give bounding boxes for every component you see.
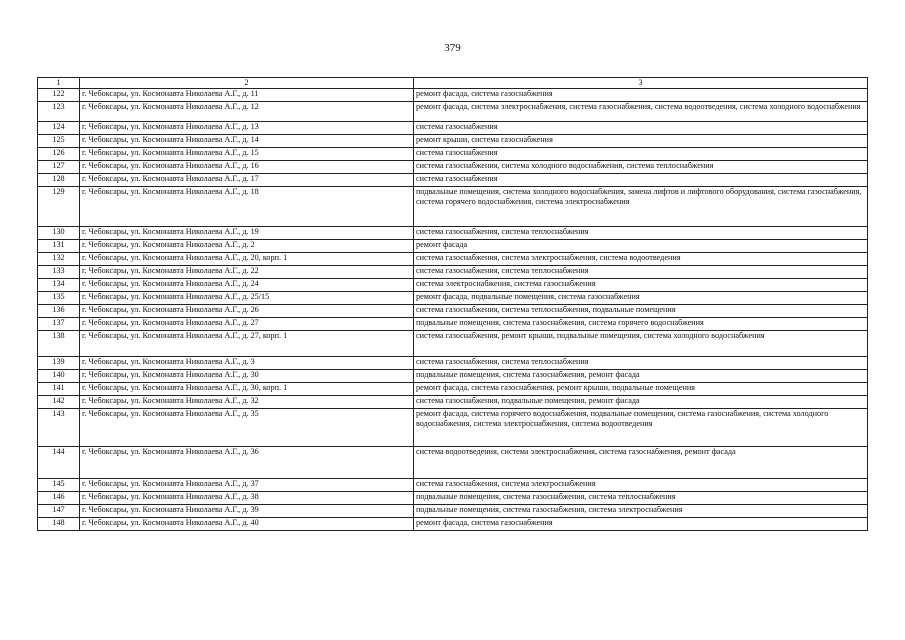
- row-works: система газоснабжения, система теплоснабжения: [414, 227, 868, 240]
- row-address: г. Чебоксары, ул. Космонавта Николаева А.Г., д. 32: [80, 396, 414, 409]
- works-table: [37, 77, 868, 531]
- row-address: г. Чебоксары, ул. Космонавта Николаева А.Г., д. 39: [80, 505, 414, 518]
- row-works: система электроснабжения, система газоснабжения: [414, 279, 868, 292]
- table-row: [38, 89, 868, 102]
- row-address: г. Чебоксары, ул. Космонавта Николаева А.Г., д. 14: [80, 135, 414, 148]
- table-row: [38, 253, 868, 266]
- row-works: подвальные помещения, система газоснабжения, система горячего водоснабжения: [414, 318, 868, 331]
- row-number: 136: [38, 305, 80, 318]
- row-works: ремонт фасада, система газоснабжения: [414, 518, 868, 531]
- row-number: 132: [38, 253, 80, 266]
- table-row: [38, 240, 868, 253]
- row-number: 126: [38, 148, 80, 161]
- table-row: [38, 266, 868, 279]
- row-works: система газоснабжения, система электроснабжения, система водоотведения: [414, 253, 868, 266]
- row-works: ремонт фасада, система горячего водоснабжения, подвальные помещения, система газоснабжения, система холодного водоснабжения, система электроснабжения, система водоотведения: [414, 409, 868, 447]
- row-address: г. Чебоксары, ул. Космонавта Николаева А.Г., д. 2: [80, 240, 414, 253]
- row-number: 133: [38, 266, 80, 279]
- row-works: ремонт крыши, система газоснабжения: [414, 135, 868, 148]
- row-works: система газоснабжения, ремонт крыши, подвальные помещения, система холодного водоснабжения: [414, 331, 868, 357]
- row-address: г. Чебоксары, ул. Космонавта Николаева А.Г., д. 25/15: [80, 292, 414, 305]
- row-works: подвальные помещения, система холодного водоснабжения, замена лифтов и лифтового оборудования, система газоснабжения, система горячего водоснабжения, система электроснабжения: [414, 187, 868, 227]
- table-row: [38, 148, 868, 161]
- row-works: система газоснабжения: [414, 122, 868, 135]
- row-works: ремонт фасада, система газоснабжения, ремонт крыши, подвальные помещения: [414, 383, 868, 396]
- row-address: г. Чебоксары, ул. Космонавта Николаева А.Г., д. 36: [80, 447, 414, 479]
- row-number: 139: [38, 357, 80, 370]
- row-number: 128: [38, 174, 80, 187]
- row-works: система газоснабжения, система теплоснабжения, подвальные помещения: [414, 305, 868, 318]
- row-address: г. Чебоксары, ул. Космонавта Николаева А.Г., д. 27, корп. 1: [80, 331, 414, 357]
- table-row: [38, 370, 868, 383]
- row-number: 122: [38, 89, 80, 102]
- table-row: [38, 396, 868, 409]
- row-number: 138: [38, 331, 80, 357]
- row-number: 130: [38, 227, 80, 240]
- row-address: г. Чебоксары, ул. Космонавта Николаева А.Г., д. 22: [80, 266, 414, 279]
- row-address: г. Чебоксары, ул. Космонавта Николаева А.Г., д. 18: [80, 187, 414, 227]
- row-number: 123: [38, 102, 80, 122]
- table-row: [38, 331, 868, 357]
- row-address: г. Чебоксары, ул. Космонавта Николаева А.Г., д. 13: [80, 122, 414, 135]
- row-works: ремонт фасада: [414, 240, 868, 253]
- row-number: 148: [38, 518, 80, 531]
- row-works: система газоснабжения, система теплоснабжения: [414, 266, 868, 279]
- row-number: 131: [38, 240, 80, 253]
- row-number: 141: [38, 383, 80, 396]
- row-address: г. Чебоксары, ул. Космонавта Николаева А.Г., д. 30, корп. 1: [80, 383, 414, 396]
- row-address: г. Чебоксары, ул. Космонавта Николаева А.Г., д. 38: [80, 492, 414, 505]
- column-header-address: 2: [80, 78, 414, 89]
- row-works: подвальные помещения, система газоснабжения, ремонт фасада: [414, 370, 868, 383]
- row-number: 125: [38, 135, 80, 148]
- table-row: [38, 135, 868, 148]
- table-row: [38, 161, 868, 174]
- row-address: г. Чебоксары, ул. Космонавта Николаева А.Г., д. 26: [80, 305, 414, 318]
- row-address: г. Чебоксары, ул. Космонавта Николаева А.Г., д. 40: [80, 518, 414, 531]
- row-works: система водоотведения, система электроснабжения, система газоснабжения, ремонт фасада: [414, 447, 868, 479]
- table-row: [38, 447, 868, 479]
- row-works: система газоснабжения, система электроснабжения: [414, 479, 868, 492]
- row-address: г. Чебоксары, ул. Космонавта Николаева А.Г., д. 3: [80, 357, 414, 370]
- row-number: 144: [38, 447, 80, 479]
- row-address: г. Чебоксары, ул. Космонавта Николаева А.Г., д. 17: [80, 174, 414, 187]
- row-number: 124: [38, 122, 80, 135]
- row-number: 137: [38, 318, 80, 331]
- row-number: 127: [38, 161, 80, 174]
- row-works: система газоснабжения, подвальные помещения, ремонт фасада: [414, 396, 868, 409]
- row-address: г. Чебоксары, ул. Космонавта Николаева А.Г., д. 15: [80, 148, 414, 161]
- row-works: подвальные помещения, система газоснабжения, система электроснабжения: [414, 505, 868, 518]
- row-works: система газоснабжения, система холодного водоснабжения, система теплоснабжения: [414, 161, 868, 174]
- row-address: г. Чебоксары, ул. Космонавта Николаева А.Г., д. 24: [80, 279, 414, 292]
- row-address: г. Чебоксары, ул. Космонавта Николаева А.Г., д. 30: [80, 370, 414, 383]
- row-address: г. Чебоксары, ул. Космонавта Николаева А.Г., д. 37: [80, 479, 414, 492]
- table-row: [38, 187, 868, 227]
- table-row: [38, 409, 868, 447]
- table-row: [38, 383, 868, 396]
- row-number: 134: [38, 279, 80, 292]
- row-number: 145: [38, 479, 80, 492]
- table-header-row: [38, 78, 868, 89]
- table-row: [38, 122, 868, 135]
- row-works: подвальные помещения, система газоснабжения, система теплоснабжения: [414, 492, 868, 505]
- column-header-works: 3: [414, 78, 868, 89]
- row-number: 146: [38, 492, 80, 505]
- table-row: [38, 174, 868, 187]
- row-works: система газоснабжения: [414, 148, 868, 161]
- row-number: 129: [38, 187, 80, 227]
- row-works: ремонт фасада, система газоснабжения: [414, 89, 868, 102]
- row-number: 147: [38, 505, 80, 518]
- row-works: система газоснабжения, система теплоснабжения: [414, 357, 868, 370]
- row-number: 142: [38, 396, 80, 409]
- row-address: г. Чебоксары, ул. Космонавта Николаева А.Г., д. 27: [80, 318, 414, 331]
- row-address: г. Чебоксары, ул. Космонавта Николаева А.Г., д. 20, корп. 1: [80, 253, 414, 266]
- row-address: г. Чебоксары, ул. Космонавта Николаева А.Г., д. 11: [80, 89, 414, 102]
- row-number: 143: [38, 409, 80, 447]
- table-row: [38, 492, 868, 505]
- row-number: 140: [38, 370, 80, 383]
- table-row: [38, 505, 868, 518]
- table-row: [38, 305, 868, 318]
- row-works: система газоснабжения: [414, 174, 868, 187]
- row-address: г. Чебоксары, ул. Космонавта Николаева А.Г., д. 35: [80, 409, 414, 447]
- table-row: [38, 102, 868, 122]
- row-works: ремонт фасада, система электроснабжения, система газоснабжения, система водоотведения, система холодного водоснабжения: [414, 102, 868, 122]
- row-address: г. Чебоксары, ул. Космонавта Николаева А.Г., д. 19: [80, 227, 414, 240]
- table-row: [38, 479, 868, 492]
- table-row: [38, 518, 868, 531]
- table-row: [38, 279, 868, 292]
- table-row: [38, 357, 868, 370]
- table-row: [38, 227, 868, 240]
- column-header-number: 1: [38, 78, 80, 89]
- row-address: г. Чебоксары, ул. Космонавта Николаева А.Г., д. 16: [80, 161, 414, 174]
- page-number: 379: [444, 42, 461, 54]
- table-row: [38, 318, 868, 331]
- row-works: ремонт фасада, подвальные помещения, система газоснабжения: [414, 292, 868, 305]
- row-number: 135: [38, 292, 80, 305]
- table-row: [38, 292, 868, 305]
- row-address: г. Чебоксары, ул. Космонавта Николаева А.Г., д. 12: [80, 102, 414, 122]
